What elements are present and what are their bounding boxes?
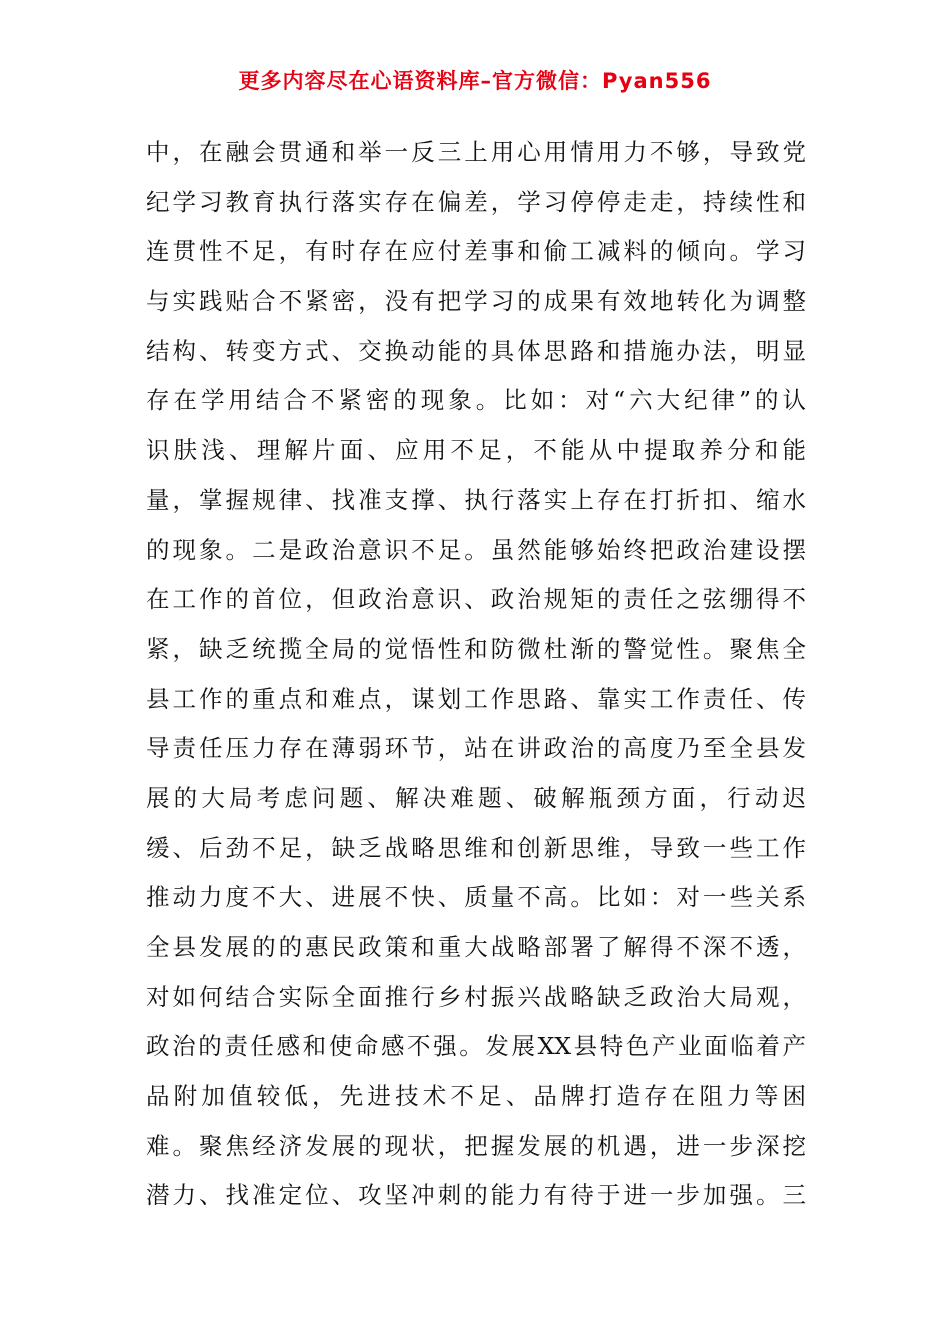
text-line: 展的大局考虑问题、解决难题、破解瓶颈方面，行动迟 xyxy=(146,783,806,812)
text-line: 识肤浅、理解片面、应用不足，不能从中提取养分和能 xyxy=(146,436,806,465)
text-line: 的现象。二是政治意识不足。虽然能够始终把政治建设摆 xyxy=(146,535,806,564)
watermark-header: 更多内容尽在心语资料库–官方微信：Pyan556 xyxy=(238,69,712,93)
text-line: 对如何结合实际全面推行乡村振兴战略缺乏政治大局观， xyxy=(146,982,806,1011)
text-line: 量，掌握规律、找准支撑、执行落实上存在打折扣、缩水 xyxy=(146,485,806,514)
text-line: 县工作的重点和难点，谋划工作思路、靠实工作责任、传 xyxy=(146,684,806,713)
text-line: 导责任压力存在薄弱环节，站在讲政治的高度乃至全县发 xyxy=(146,734,806,763)
document-body xyxy=(146,128,806,1221)
text-line: 紧，缺乏统揽全局的觉悟性和防微杜渐的警觉性。聚焦全 xyxy=(146,634,806,663)
text-line: 推动力度不大、进展不快、质量不高。比如：对一些关系 xyxy=(146,883,806,912)
text-line: 连贯性不足，有时存在应付差事和偷工减料的倾向。学习 xyxy=(146,237,806,266)
text-line: 与实践贴合不紧密，没有把学习的成果有效地转化为调整 xyxy=(146,287,806,316)
text-line: 全县发展的的惠民政策和重大战略部署了解得不深不透， xyxy=(146,933,806,961)
text-line: 品附加值较低，先进技术不足、品牌打造存在阻力等困 xyxy=(146,1082,806,1111)
text-line: 难。聚焦经济发展的现状，把握发展的机遇，进一步深挖 xyxy=(146,1131,806,1160)
text-line: 潜力、找准定位、攻坚冲刺的能力有待于进一步加强。三 xyxy=(146,1181,806,1210)
text-line: 缓、后劲不足，缺乏战略思维和创新思维，导致一些工作 xyxy=(146,833,806,862)
text-line: 结构、转变方式、交换动能的具体思路和措施办法，明显 xyxy=(146,336,806,365)
text-line: 在工作的首位，但政治意识、政治规矩的责任之弦绷得不 xyxy=(146,585,806,614)
text-line: 纪学习教育执行落实存在偏差，学习停停走走，持续性和 xyxy=(146,187,806,216)
text-line: 中，在融会贯通和举一反三上用心用情用力不够，导致党 xyxy=(146,138,806,166)
text-line: 政治的责任感和使命感不强。发展XX县特色产业面临着产 xyxy=(146,1032,806,1061)
text-line: 存在学用结合不紧密的现象。比如：对“六大纪律”的认 xyxy=(146,386,806,415)
